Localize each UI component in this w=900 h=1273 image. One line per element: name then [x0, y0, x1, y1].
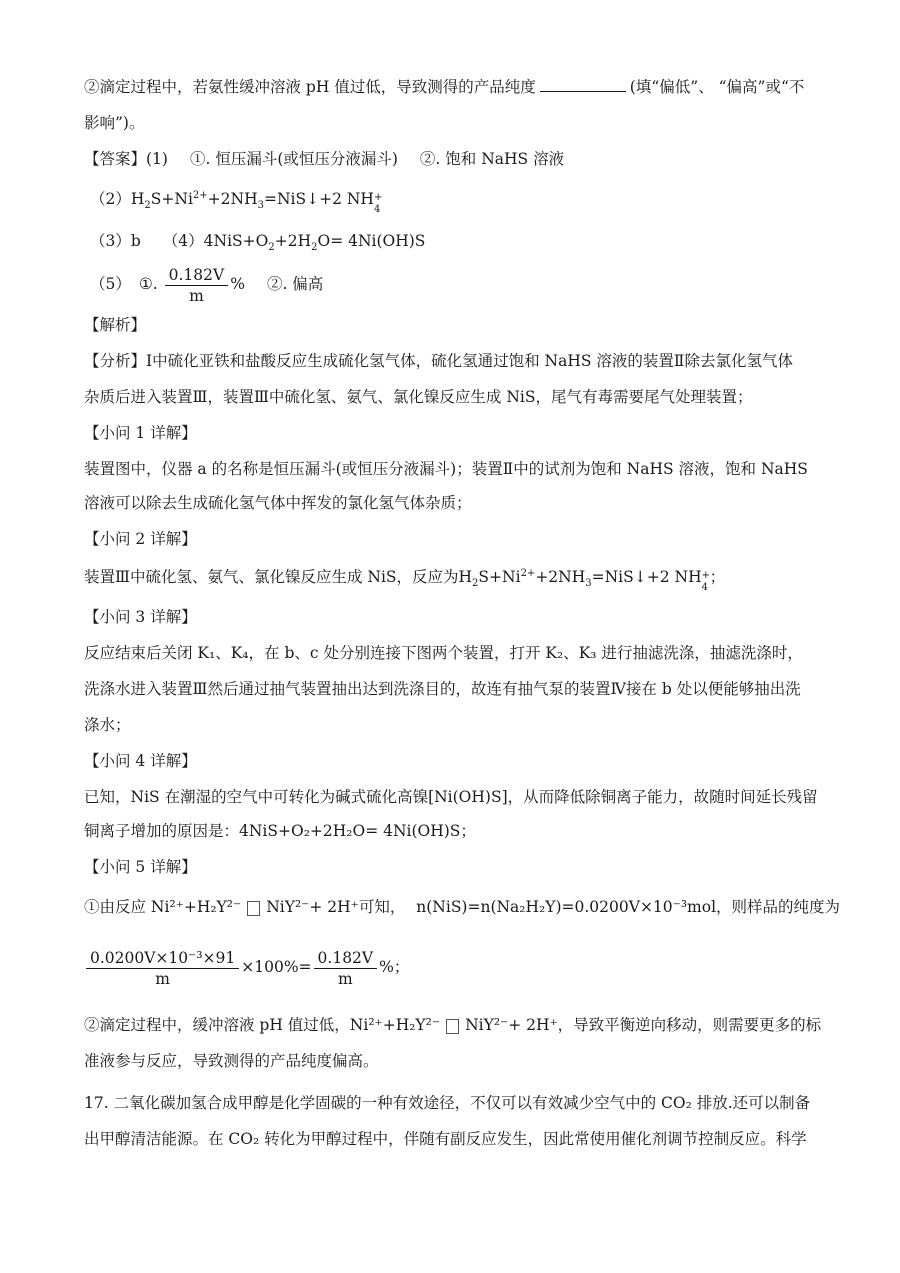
purity-fraction-2 — [314, 948, 378, 989]
percent-sign: % — [230, 275, 245, 293]
paragraph-text: NiY²⁻+ 2H⁺，导致平衡逆向移动，则需要更多的标 — [465, 1016, 822, 1034]
reaction-equation: $H_2S+Ni^{2+}+2NH_3=NiS↓+2$ NH + 4 ； — [458, 567, 726, 593]
paragraph-text: 涤水； — [84, 716, 131, 734]
question-text: 影响”)。 — [84, 114, 145, 132]
answer-line-2 — [90, 188, 383, 215]
mole-equation: n(NiS)=n(Na₂H₂Y)=0.0200V×10⁻³mol — [416, 898, 717, 916]
fraction-numerator: 0.182V — [165, 265, 229, 286]
fraction-numerator: 0.0200V×10⁻³×91 — [86, 948, 239, 969]
reaction-left: ②滴定过程中，缓冲溶液 pH 值过低，Ni²⁺+H₂Y²⁻ — [84, 1016, 441, 1034]
question-text: 出甲醇清洁能源。在 CO₂ 转化为甲醇过程中，伴随有副反应发生，因此常使用催化剂调节控制反应。科学 — [84, 1130, 807, 1148]
reaction-left: ①由反应 Ni²⁺+H₂Y²⁻ — [84, 898, 242, 916]
analysis-heading — [84, 314, 146, 336]
answer-3: （3）b — [90, 232, 141, 250]
question-text: 17. 二氧化碳加氢合成甲醇是化学固碳的一种有效途径，不仅可以有效减少空气中的 CO₂ 排放.还可以制备 — [84, 1094, 811, 1112]
fraction-denominator: m — [155, 969, 170, 988]
section-title: 【小问 1 详解】 — [84, 424, 197, 442]
purity-fraction-1 — [86, 948, 239, 989]
sub1-line — [84, 458, 808, 480]
fraction-numerator: 0.182V — [314, 948, 378, 969]
answer-2-label: （2） — [90, 190, 131, 208]
sub5-line-2 — [84, 1014, 821, 1036]
sub4-line — [84, 820, 476, 842]
answer-2-equation: $H_2S+Ni^{2+}+2NH_3=NiS↓+2$ NH + 4 — [130, 189, 383, 215]
question-text: ②滴定过程中，若氨性缓冲溶液 pH 值过低，导致测得的产品纯度 — [84, 78, 536, 96]
answer-5b: ②. 偏高 — [266, 275, 324, 293]
question-17-line — [84, 1128, 807, 1150]
sub3-line — [84, 714, 131, 736]
section-title: 【小问 2 详解】 — [84, 530, 197, 548]
analysis-line — [84, 386, 752, 408]
sub4-line — [84, 786, 818, 808]
sub5-line-1 — [84, 896, 840, 918]
section-title: 【小问 5 详解】 — [84, 858, 197, 876]
paragraph-text: 准液参与反应，导致测得的产品纯度偏高。 — [84, 1052, 379, 1070]
answer-line-3-4 — [90, 230, 425, 252]
paragraph-text: 装置Ⅲ中硫化氢、氨气、氯化镍反应生成 NiS，反应为 — [84, 568, 459, 586]
paragraph-text: 洗涤水进入装置Ⅲ然后通过抽气装置抽出达到洗涤目的，故连有抽气泵的装置Ⅳ接在 b 处以便能够抽出洗 — [84, 680, 801, 698]
answer-5-label: （5） — [90, 275, 131, 293]
answer-5a-prefix: ①. — [138, 275, 158, 293]
answer-blank — [540, 77, 626, 92]
paragraph-text: 反应结束后关闭 K₁、K₄，在 b、c 处分别连接下图两个装置，打开 K₂、K₃ 进行抽滤洗涤，抽滤洗涤时， — [84, 644, 803, 662]
question-17-line — [84, 1092, 810, 1114]
paragraph-text: 铜离子增加的原因是：4NiS+O₂+2H₂O= 4Ni(OH)S； — [84, 822, 476, 840]
sub5-title — [84, 856, 197, 878]
formula-end: %； — [379, 958, 410, 976]
paragraph-text: 装置图中，仪器 a 的名称是恒压漏斗(或恒压分液漏斗)；装置Ⅱ中的试剂为饱和 NaHS 溶液，饱和 NaHS — [84, 460, 808, 478]
paragraph-text: 溶液可以除去生成硫化氢气体中挥发的氯化氢气体杂质； — [84, 494, 472, 512]
sub3-line — [84, 678, 801, 700]
formula-middle: ×100%= — [241, 958, 312, 976]
sub5-line-3 — [84, 1050, 379, 1072]
question-prompt-line — [84, 76, 804, 98]
equilibrium-arrow-icon — [247, 901, 260, 916]
analysis-line — [84, 350, 793, 372]
answer-1b: ②. 饱和 NaHS 溶液 — [419, 150, 565, 168]
sub3-title — [84, 606, 197, 628]
analysis-text: 杂质后进入装置Ⅲ，装置Ⅲ中硫化氢、氨气、氯化镍反应生成 NiS，尾气有毒需要尾气处理装置； — [84, 388, 753, 406]
equilibrium-arrow-icon — [446, 1019, 459, 1034]
answer-line-1 — [84, 148, 564, 170]
answer-4: $(4)4NiS+O_2+2H_2O= 4Ni(OH)S$ — [162, 232, 426, 254]
reaction-right: NiY²⁻+ 2H⁺可知， — [266, 898, 406, 916]
sub1-title — [84, 422, 197, 444]
answer-5a-fraction — [165, 265, 229, 306]
sub2-title — [84, 528, 197, 550]
question-prompt-line — [84, 112, 144, 134]
sub4-title — [84, 750, 197, 772]
analysis-label: 【解析】 — [84, 316, 147, 334]
answer-line-5 — [90, 262, 323, 306]
sub1-line — [84, 492, 472, 514]
answer-label: 【答案】(1) — [84, 150, 168, 168]
answer-1a: ①. 恒压漏斗(或恒压分液漏斗) — [189, 150, 398, 168]
sub3-line — [84, 642, 803, 664]
section-title: 【小问 3 详解】 — [84, 608, 197, 626]
analysis-text: 【分析】Ⅰ中硫化亚铁和盐酸反应生成硫化氢气体，硫化氢通过饱和 NaHS 溶液的装置Ⅱ除去氯化氢气体 — [84, 352, 793, 370]
fraction-denominator: m — [337, 969, 353, 988]
paragraph-text: 已知，NiS 在潮湿的空气中可转化为碱式硫化高镍[Ni(OH)S]，从而降低除铜离子能力，故随时间延长残留 — [84, 788, 818, 806]
sub5-purity-formula — [84, 944, 409, 990]
sub2-line — [84, 566, 726, 593]
fraction-denominator: m — [189, 286, 204, 305]
paragraph-text: ，则样品的纯度为 — [716, 898, 841, 916]
question-text: (填“偏低”、 “偏高”或“不 — [629, 78, 805, 96]
section-title: 【小问 4 详解】 — [84, 752, 197, 770]
